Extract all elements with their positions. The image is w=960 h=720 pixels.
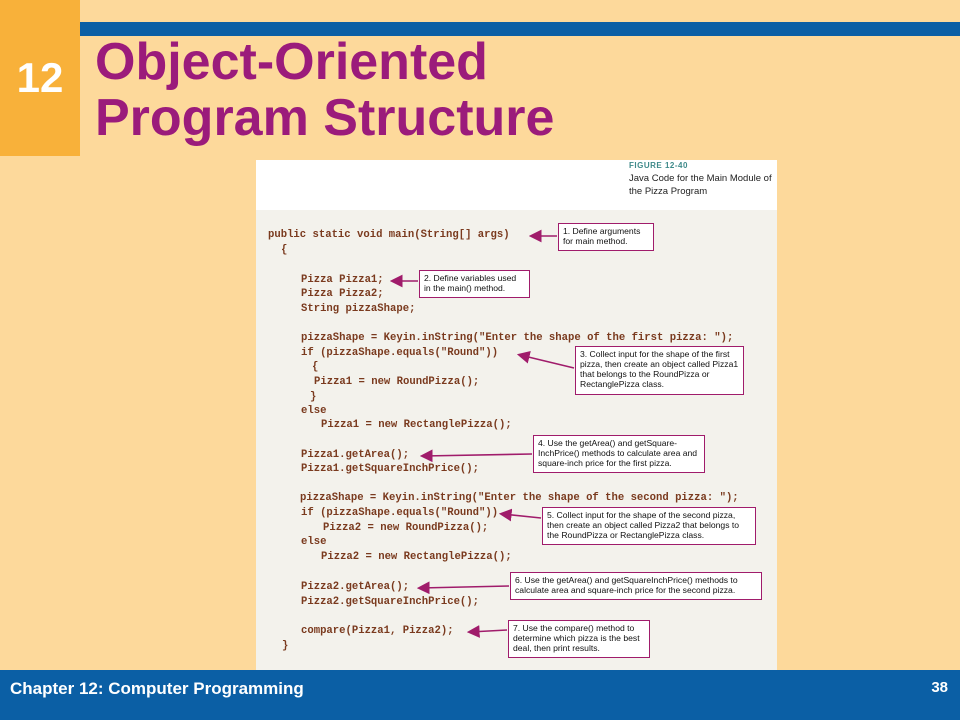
code-line: Pizza1 = new RectanglePizza();: [321, 419, 512, 431]
code-line: pizzaShape = Keyin.inString("Enter the shape of the first pizza: ");: [301, 332, 734, 344]
footer-chapter: Chapter 12: Computer Programming: [10, 679, 304, 698]
footer-bar: [0, 670, 960, 720]
code-line: {: [281, 244, 288, 256]
code-line: }: [282, 640, 289, 652]
code-line: public static void main(String[] args): [268, 229, 510, 241]
code-line: Pizza2.getSquareInchPrice();: [301, 596, 480, 608]
slide-title: [95, 34, 554, 146]
code-line: Pizza2.getArea();: [301, 581, 410, 593]
code-line: pizzaShape = Keyin.inString("Enter the shape of the second pizza: ");: [300, 492, 739, 504]
code-line: if (pizzaShape.equals("Round")): [301, 347, 499, 359]
figure-label: FIGURE 12-40: [629, 161, 688, 170]
chapter-number: 12: [16, 54, 64, 101]
title-line-2: Program Structure: [95, 89, 555, 147]
code-line: String pizzaShape;: [301, 303, 416, 315]
callout-note-6: 6. Use the getArea() and getSquareInchPrice() methods to calculate area and square-inch price for the second pizza.: [510, 572, 762, 600]
code-line: Pizza2 = new RoundPizza();: [323, 522, 489, 534]
code-line: compare(Pizza1, Pizza2);: [301, 625, 454, 637]
code-line: else: [301, 536, 327, 548]
code-line: Pizza2 = new RectanglePizza();: [321, 551, 512, 563]
callout-note-7: 7. Use the compare() method to determine which pizza is the best deal, then print results.: [508, 620, 650, 658]
code-line: Pizza Pizza2;: [301, 288, 384, 300]
code-line: Pizza Pizza1;: [301, 274, 384, 286]
figure-header: [256, 160, 777, 210]
callout-note-3: 3. Collect input for the shape of the first pizza, then create an object called Pizza1 that belongs to the RoundPizza or RectanglePizza class.: [575, 346, 744, 395]
code-line: Pizza1.getArea();: [301, 449, 410, 461]
code-line: }: [310, 391, 317, 403]
callout-note-2: 2. Define variables used in the main() method.: [419, 270, 530, 298]
code-line: Pizza1.getSquareInchPrice();: [301, 463, 480, 475]
figure-caption: Java Code for the Main Module of the Pizza Program: [629, 173, 772, 197]
page-number: 38: [931, 679, 948, 696]
title-line-1: Object-Oriented: [95, 33, 488, 91]
code-line: Pizza1 = new RoundPizza();: [314, 376, 480, 388]
callout-note-4: 4. Use the getArea() and getSquare-InchPrice() methods to calculate area and square-inch price for the first pizza.: [533, 435, 705, 473]
code-line: if (pizzaShape.equals("Round")): [301, 507, 499, 519]
callout-note-5: 5. Collect input for the shape of the second pizza, then create an object called Pizza2 that belongs to the RoundPizza or RectanglePizza class.: [542, 507, 756, 545]
chapter-number-box: [0, 0, 80, 156]
callout-note-1: 1. Define arguments for main method.: [558, 223, 654, 251]
code-line: {: [312, 361, 319, 373]
code-line: else: [301, 405, 327, 417]
